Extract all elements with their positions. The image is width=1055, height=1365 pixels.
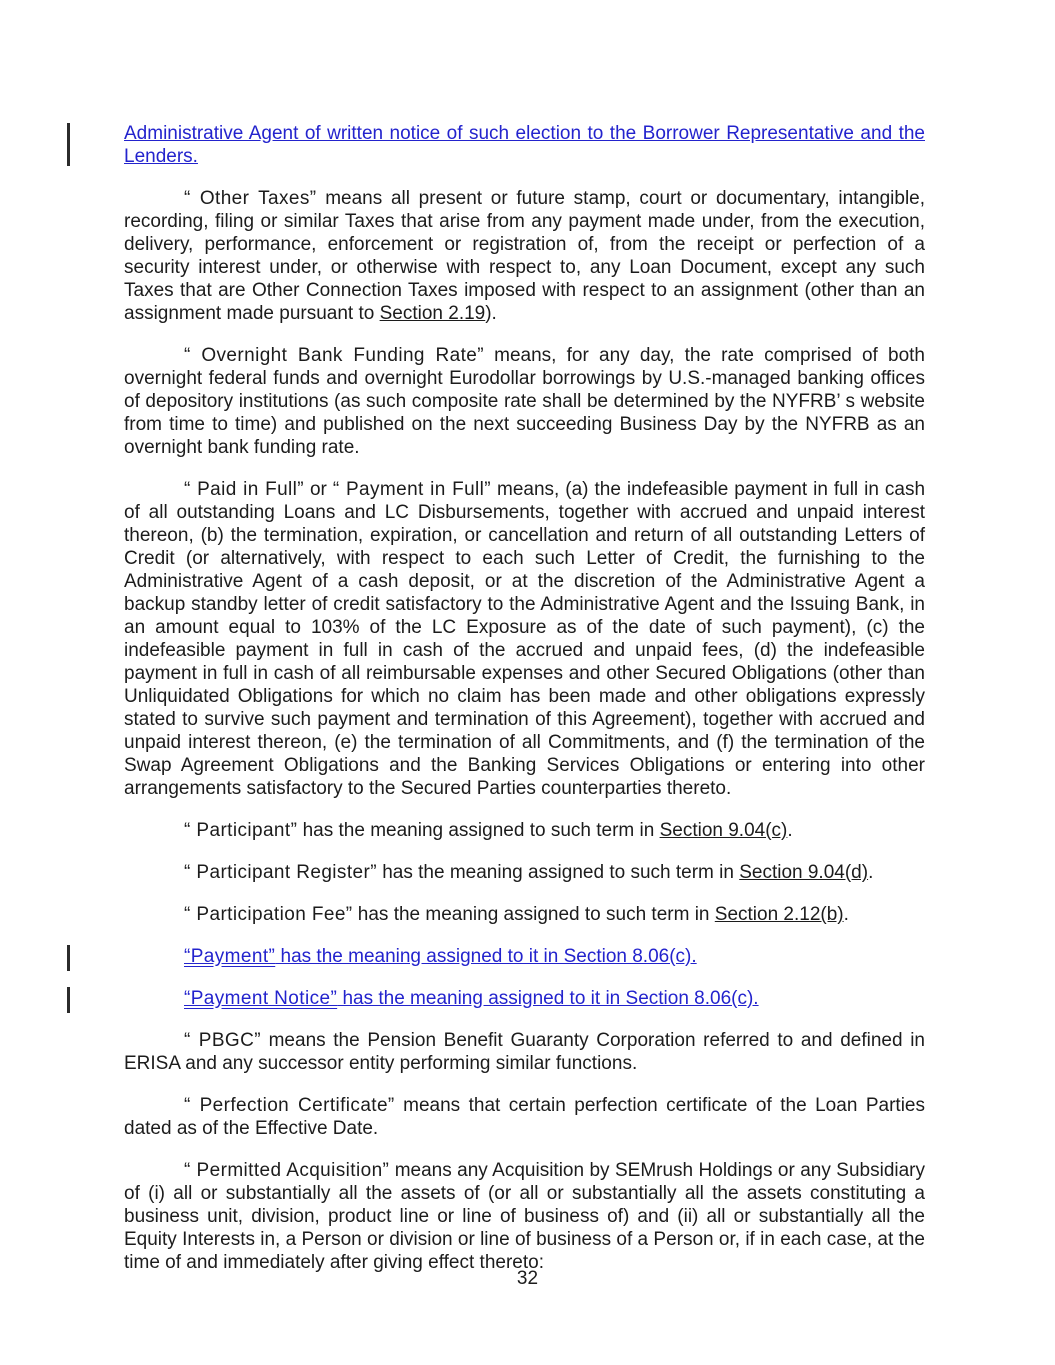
definition-participant-register <box>124 861 925 884</box>
definition-body: means, (a) the indefeasible payment in full in cash of all outstanding Loans and LC Disbursements, together with accrued and unpaid interest thereon, (b) the termination, expiration, or cancellation and return of all outstanding Letters of Credit (or alternatively, with respect to each such Letter of Credit, the furnishing to the Administrative Agent of a cash deposit, or at the discretion of the Administrative Agent a backup standby letter of credit satisfactory to the Administrative Agent and the Issuing Bank, in an amount equal to 103% of the LC Exposure as of the date of such payment), (c) the indefeasible payment in full in cash of the accrued and unpaid fees, (d) the indefeasible payment in full in cash of all reimbursable expenses and other Secured Obligations (other than Unliquidated Obligations for which no claim has been made and other obligations expressly stated to survive such payment and termination of this Agreement), together with accrued and unpaid interest thereon, (e) the termination of all Commitments, and (f) the termination of the Swap Agreement Obligations and the Banking Services Obligations or entering into other arrangements satisfactory to the Secured Parties counterparties thereto. <box>124 479 926 799</box>
inserted-text: has the meaning assigned to it in Section 8.06(c). <box>337 988 759 1009</box>
change-bar <box>67 123 70 166</box>
definition-conjunction: or <box>304 479 333 500</box>
defined-term: “ Paid in Full” <box>184 479 305 500</box>
definition-pbgc <box>124 1029 925 1075</box>
inserted-defined-term: “Payment Notice” <box>184 988 338 1009</box>
definition-body: means that certain perfection certificate of the Loan Parties dated as of the Effective Date. <box>124 1095 925 1139</box>
section-reference: Section 9.04(c) <box>659 820 788 841</box>
definition-body: has the meaning assigned to such term in <box>352 904 715 925</box>
definition-tail: . <box>787 820 793 841</box>
page-number: 32 <box>516 1268 539 1289</box>
defined-term: “ Participant” <box>184 820 298 841</box>
inserted-text: has the meaning assigned to it in Section 8.06(c). <box>275 946 697 967</box>
defined-term: “ Other Taxes” <box>184 188 317 209</box>
defined-term: “ Payment in Full” <box>332 479 492 500</box>
definition-permitted-acquisition <box>124 1159 925 1274</box>
defined-term: “ Participation Fee” <box>184 904 353 925</box>
definition-other-taxes <box>124 187 925 325</box>
definition-payment-inserted <box>124 945 925 968</box>
definition-participation-fee <box>124 903 925 926</box>
definition-overnight-bank-funding-rate <box>124 344 925 459</box>
definition-tail: ). <box>485 303 497 324</box>
defined-term: “ PBGC” <box>184 1030 261 1051</box>
paragraph-continuation-inserted <box>124 122 925 168</box>
inserted-text: Administrative Agent of written notice of such election to the Borrower Representative and the Lenders. <box>124 123 925 167</box>
definition-body: has the meaning assigned to such term in <box>297 820 660 841</box>
definition-payment-notice-inserted <box>124 987 925 1010</box>
definition-body: has the meaning assigned to such term in <box>376 862 740 883</box>
definition-body: means the Pension Benefit Guaranty Corporation referred to and defined in ERISA and any successor entity performing similar functions. <box>124 1030 925 1074</box>
definition-tail: . <box>843 904 849 925</box>
definition-paid-in-full <box>124 478 925 800</box>
change-bar <box>67 987 70 1013</box>
document-body <box>124 122 925 1293</box>
section-reference: Section 9.04(d) <box>739 862 869 883</box>
definition-body: means any Acquisition by SEMrush Holdings or any Subsidiary of (i) all or substantially all the assets of (or all or substantially all the assets constituting a business unit, division, product line or line of business of) and (ii) all or substantially all the Equity Interests in, a Person or division or line of business of a Person or, if in each case, at the time of and immediately after giving effect thereto: <box>124 1160 926 1273</box>
section-reference: Section 2.19 <box>379 303 486 324</box>
section-reference: Section 2.12(b) <box>714 904 844 925</box>
change-bar <box>67 945 70 971</box>
definition-tail: . <box>868 862 874 883</box>
inserted-defined-term: “Payment” <box>184 946 276 967</box>
definition-participant <box>124 819 925 842</box>
defined-term: “ Participant Register” <box>184 862 377 883</box>
defined-term: “ Perfection Certificate” <box>184 1095 395 1116</box>
definition-body: means all present or future stamp, court or documentary, intangible, recording, filing or similar Taxes that arise from any payment made under, from the execution, delivery, performance, enforcement or registration of, from the receipt or perfection of a security interest under, or otherwise with respect to, any Loan Document, except any such Taxes that are Other Connection Taxes imposed with respect to an assignment (other than an assignment made pursuant to <box>124 188 926 324</box>
defined-term: “ Overnight Bank Funding Rate” <box>184 345 484 366</box>
definition-body: means, for any day, the rate comprised of both overnight federal funds and overnight Eurodollar borrowings by U.S.-managed banking offices of depository institutions (as such composite rate shall be determined by the NYFRB’ s website from time to time) and published on the next succeeding Business Day by the NYFRB as an overnight bank funding rate. <box>124 345 925 458</box>
definition-perfection-certificate <box>124 1094 925 1140</box>
defined-term: “ Permitted Acquisition” <box>184 1160 390 1181</box>
